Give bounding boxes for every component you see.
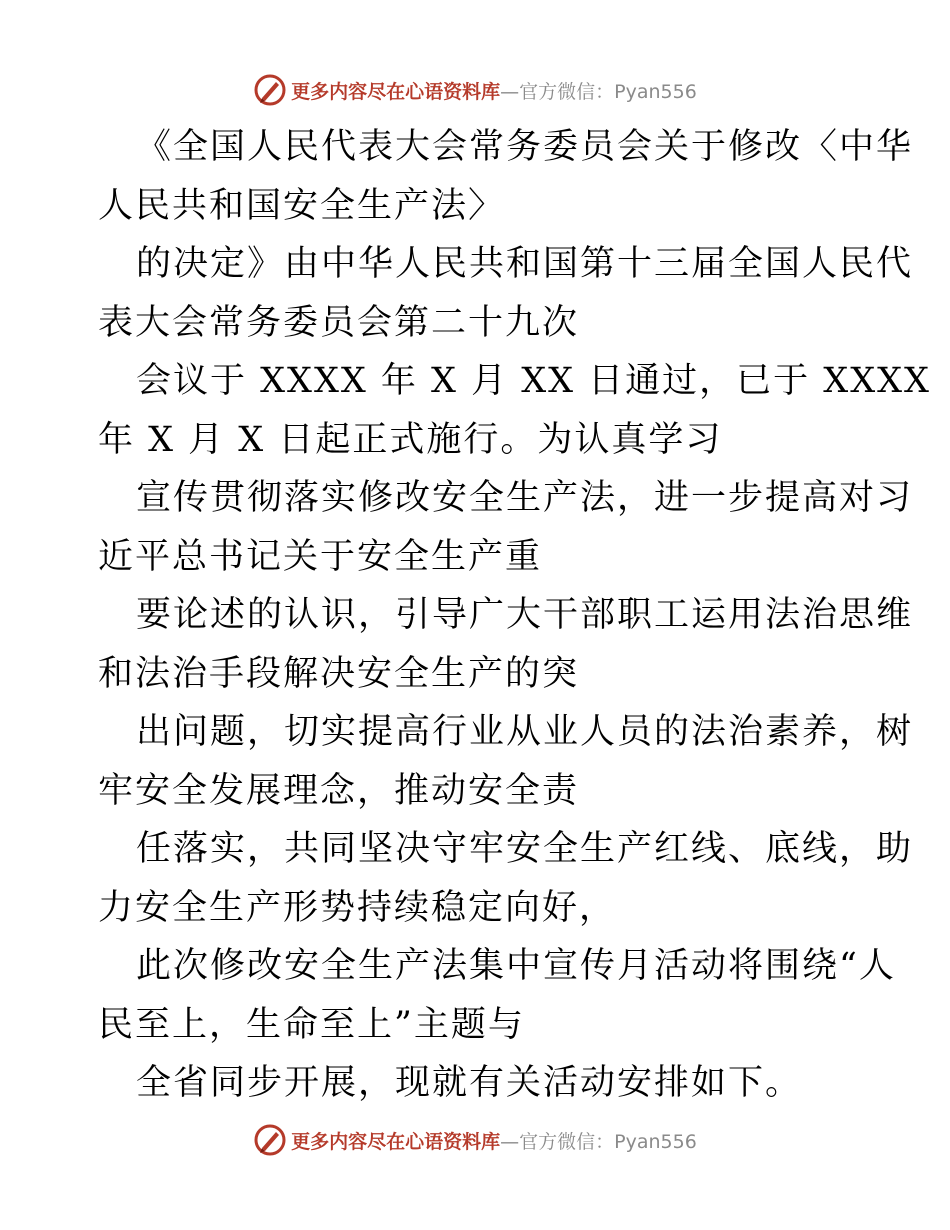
text-line: 会议于 XXXX 年 X 月 XX 日通过，已于 XXXX [136,361,931,401]
paragraph [98,820,914,937]
paragraph [98,235,914,352]
footer-watermark [0,1123,950,1157]
paragraph [98,703,914,820]
paragraph [98,352,931,469]
text-line: 人民共和国安全生产法〉 [98,185,506,226]
text-line: 全省同步开展，现就有关活动安排如下。 [136,1063,803,1103]
text-line: 牢安全发展理念，推动安全责 [98,770,580,811]
text-line: 表大会常务委员会第二十九次 [98,302,580,343]
paragraph [98,937,896,1054]
text-line: 任落实，共同坚决守牢安全生产红线、底线，助 [136,829,914,869]
pen-logo-icon [253,73,287,107]
paragraph [98,1054,858,1113]
paragraph [98,118,914,235]
text-line: 出问题，切实提高行业从业人员的法治素养，树 [136,712,914,752]
document-body [98,118,931,1113]
text-line: 的决定》由中华人民共和国第十三届全国人民代 [136,244,914,284]
text-line: 要论述的认识，引导广大干部职工运用法治思维 [136,595,914,635]
text-line: 宣传贯彻落实修改安全生产法，进一步提高对习 [136,478,914,518]
text-line: 民至上，生命至上”主题与 [98,1004,525,1045]
text-line: 《全国人民代表大会常务委员会关于修改〈中华 [136,127,914,167]
watermark-brand: 更多内容尽在心语资料库 [291,80,501,103]
watermark-wechat: —官方微信：Pyan556 [500,1130,697,1153]
header-watermark [0,73,950,107]
paragraph [98,586,914,703]
text-line: 和法治手段解决安全生产的突 [98,653,580,694]
paragraph [98,469,914,586]
watermark-brand: 更多内容尽在心语资料库 [291,1130,501,1153]
text-line: 近平总书记关于安全生产重 [98,536,543,577]
text-line: 此次修改安全生产法集中宣传月活动将围绕“人 [136,946,896,986]
text-line: 年 X 月 X 日起正式施行。为认真学习 [98,419,723,460]
pen-logo-icon [253,1123,287,1157]
text-line: 力安全生产形势持续稳定向好， [98,887,617,928]
watermark-wechat: —官方微信：Pyan556 [500,80,697,103]
